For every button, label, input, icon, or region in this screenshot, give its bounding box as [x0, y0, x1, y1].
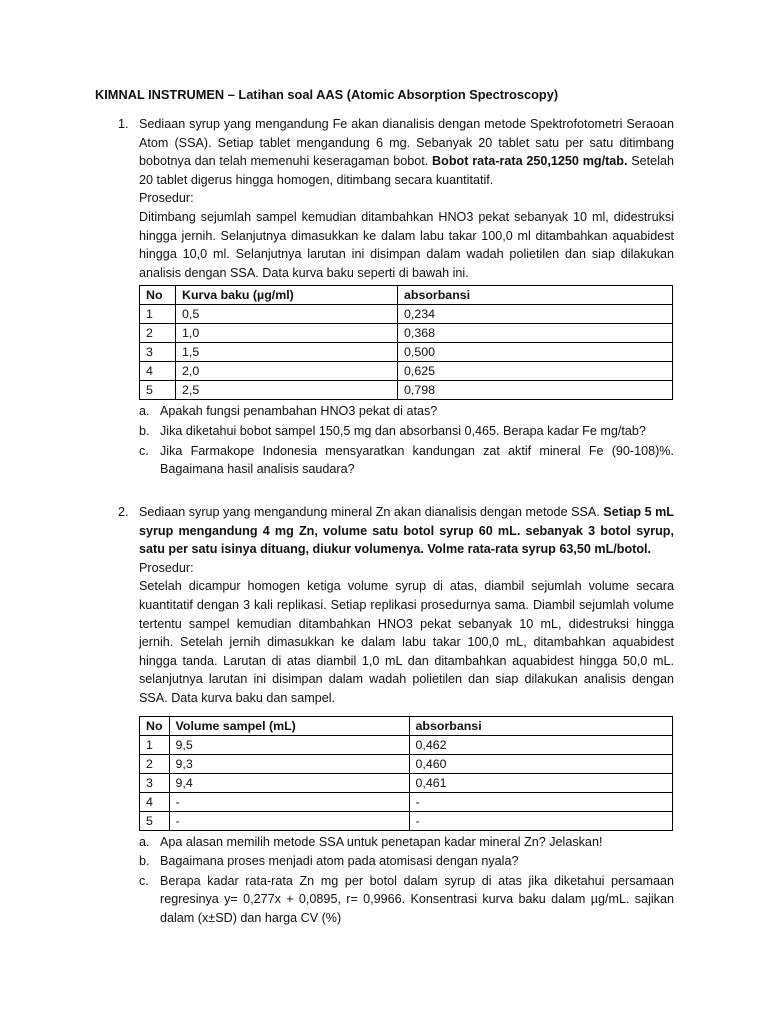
question-2-subquestions [139, 833, 674, 928]
question-1-procedure: Ditimbang sejumlah sampel kemudian ditambahkan HNO3 pekat sebanyak 10 ml, didestruksi hingga jernih. Selanjutnya dimasukkan ke dalam labu takar 100,0 ml ditambahkan aquabidest hingga 10,0 ml. Selanjutnya larutan ini disimpan dalam wadah polietilen dan siap dilakukan analisis dengan SSA. Data kurva baku seperti di bawah ini. [139, 209, 674, 280]
subquestion: b. Bagaimana proses menjadi atom pada atomisasi dengan nyala? [139, 854, 519, 869]
table-row: 1 9,5 0,462 [140, 735, 673, 754]
table-row: 4 2,0 0,625 [140, 362, 673, 381]
header-absorbansi: absorbansi [409, 716, 672, 735]
standard-curve-table [139, 285, 673, 400]
header-no: No [140, 286, 176, 305]
question-2 [118, 503, 674, 929]
question-1-subquestions [139, 402, 674, 478]
question-2-procedure-label: Prosedur: [139, 560, 194, 575]
subquestion: b. Jika diketahui bobot sampel 150,5 mg dan absorbansi 0,465. Berapa kadar Fe mg/tab? [139, 423, 646, 438]
table-row: 5 2,5 0,798 [140, 381, 673, 400]
subquestion: a. Apa alasan memilih metode SSA untuk penetapan kadar mineral Zn? Jelaskan! [139, 834, 603, 849]
question-1-intro: Sediaan syrup yang mengandung Fe akan dianalisis dengan metode Spektrofotometri Seraoan Atom (SSA). Setiap tablet mengandung 6 mg. Sebanyak 20 tablet satu per satu ditimbang bobotnya dan telah memenuhi keseragaman bobot. Bobot rata-rata 250,1250 mg/tab. Setelah 20 tablet digerus hingga homogen, ditimbang secara kuantitatif. [139, 117, 674, 187]
table-row: 1 0,5 0,234 [140, 305, 673, 324]
question-2-intro: Sediaan syrup yang mengandung mineral Zn akan dianalisis dengan metode SSA. Setiap 5 mL syrup mengandung 4 mg Zn, volume satu botol syrup 60 mL. sebanyak 3 botol syrup, satu per satu isinya dituang, diukur volumenya. Volme rata-rata syrup 63,50 mL/botol. [139, 505, 675, 557]
header-absorbansi: absorbansi [398, 286, 673, 305]
header-volume-sampel: Volume sampel (mL) [169, 716, 409, 735]
table-header-row [140, 716, 673, 735]
sample-table [139, 716, 673, 831]
subquestion: a. Apakah fungsi penambahan HNO3 pekat di atas? [139, 404, 438, 419]
header-no: No [140, 716, 170, 735]
subquestion: c. Berapa kadar rata-rata Zn mg per botol dalam syrup di atas jika diketahui persamaan regresinya y= 0,277x + 0,0895, r= 0,9966. Konsentrasi kurva baku dalam µg/mL. sajikan dalam (x±SD) dan harga CV (%) [139, 873, 674, 925]
question-1 [118, 115, 674, 480]
subquestion: c. Jika Farmakope Indonesia mensyaratkan kandungan zat aktif mineral Fe (90-108)%. Bagaimana hasil analisis saudara? [139, 443, 674, 477]
header-kurva-baku: Kurva baku (µg/ml) [176, 286, 398, 305]
question-2-procedure: Setelah dicampur homogen ketiga volume syrup di atas, diambil sejumlah volume secara kuantitatif dengan 3 kali replikasi. Setiap replikasi prosedurnya sama. Diambil sejumlah volume tertentu sampel kemudian ditambahkan HNO3 pekat sebanyak 10 mL, didestruksi hingga jernih. Setelah jernih dimasukkan ke dalam labu takar 100,0 mL, ditambahkan aquabidest hingga tanda. Larutan di atas diambil 1,0 mL dan ditambahkan aquabidest hingga 50,0 mL. selanjutnya larutan ini disimpan dalam wadah polietilen dan siap dilakukan analisis dengan SSA. Data kurva baku dan sampel. [139, 579, 674, 705]
table-header-row [140, 286, 673, 305]
question-2-number: 2. [118, 505, 129, 519]
question-1-procedure-label: Prosedur: [139, 191, 194, 206]
document-title: KIMNAL INSTRUMEN – Latihan soal AAS (Atomic Absorption Spectroscopy) [95, 87, 559, 102]
table-row: 3 9,4 0,461 [140, 773, 673, 792]
table-row: 3 1,5 0,500 [140, 343, 673, 362]
table-row: 2 1,0 0,368 [140, 324, 673, 343]
table-row: 5 - - [140, 811, 673, 830]
table-row: 2 9,3 0,460 [140, 754, 673, 773]
question-1-number: 1. [118, 117, 129, 131]
table-row: 4 - - [140, 792, 673, 811]
